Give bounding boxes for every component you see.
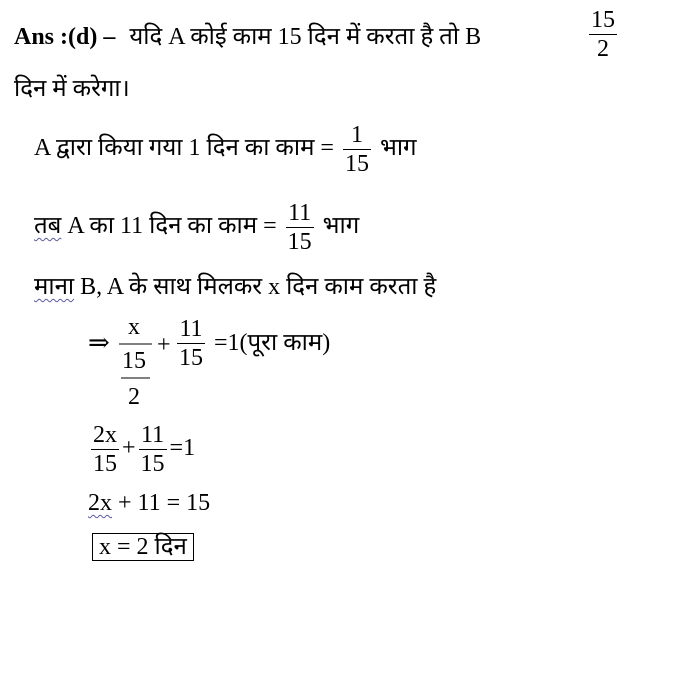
equation-2-rhs: =1 xyxy=(169,435,196,461)
step-3-text: B, A के साथ मिलकर x दिन काम करता है xyxy=(80,274,437,300)
equation-2-fraction-1 xyxy=(91,421,119,478)
answer-intro-text: यदि A कोई काम 15 दिन में करता है तो B xyxy=(129,24,482,50)
equation-1-note: (पूरा काम) xyxy=(239,330,331,356)
equation-2-denominator-2: 15 xyxy=(140,450,165,477)
equation-1-plus: + xyxy=(157,332,171,358)
equation-3-lhs: 2x xyxy=(88,490,112,516)
result-box: x = 2 दिन xyxy=(92,533,194,561)
equation-1-rhs-value: =1 xyxy=(214,330,240,356)
equation-3-rest: + 11 = 15 xyxy=(118,490,211,516)
equation-1-inner-denominator: 2 xyxy=(128,384,140,410)
equation-3 xyxy=(88,488,210,518)
equation-2-denominator-1: 15 xyxy=(93,450,117,477)
step-2-text: A का 11 दिन का काम = xyxy=(67,213,277,239)
step-1-text: A द्वारा किया गया 1 दिन का काम = xyxy=(34,135,334,161)
equation-1-x: x xyxy=(128,314,140,340)
b-days-denominator: 2 xyxy=(597,36,609,62)
b-days-numerator: 15 xyxy=(591,7,615,33)
equation-2 xyxy=(88,416,195,480)
answer-intro-cont: दिन में करेगा। xyxy=(14,76,130,102)
step-1-denominator: 15 xyxy=(344,150,369,177)
step-2-tab: तब xyxy=(34,213,62,239)
answer-label: Ans :(d) – xyxy=(14,24,116,50)
equation-1-fraction-2 xyxy=(177,315,205,372)
equation-1-rhs xyxy=(214,328,330,358)
step-2-unit: भाग xyxy=(322,213,360,239)
equation-1-denominator-2: 15 xyxy=(179,345,203,371)
equation-2-fraction-2 xyxy=(139,421,167,478)
step-1-numerator: 1 xyxy=(343,121,371,150)
final-result xyxy=(92,532,194,562)
step-2-numerator: 11 xyxy=(286,199,314,228)
step-1-unit: भाग xyxy=(379,135,417,161)
step-2-denominator: 15 xyxy=(287,228,312,255)
equation-1-implies: ⇒ xyxy=(88,328,110,357)
equation-2-plus: + xyxy=(122,435,136,461)
equation-1-inner-numerator: 15 xyxy=(122,348,146,374)
equation-2-numerator-2: 11 xyxy=(139,421,167,450)
equation-1-numerator-2: 11 xyxy=(177,315,205,344)
equation-2-numerator-1: 2x xyxy=(93,421,117,448)
step-3-mana: माना xyxy=(34,274,75,300)
